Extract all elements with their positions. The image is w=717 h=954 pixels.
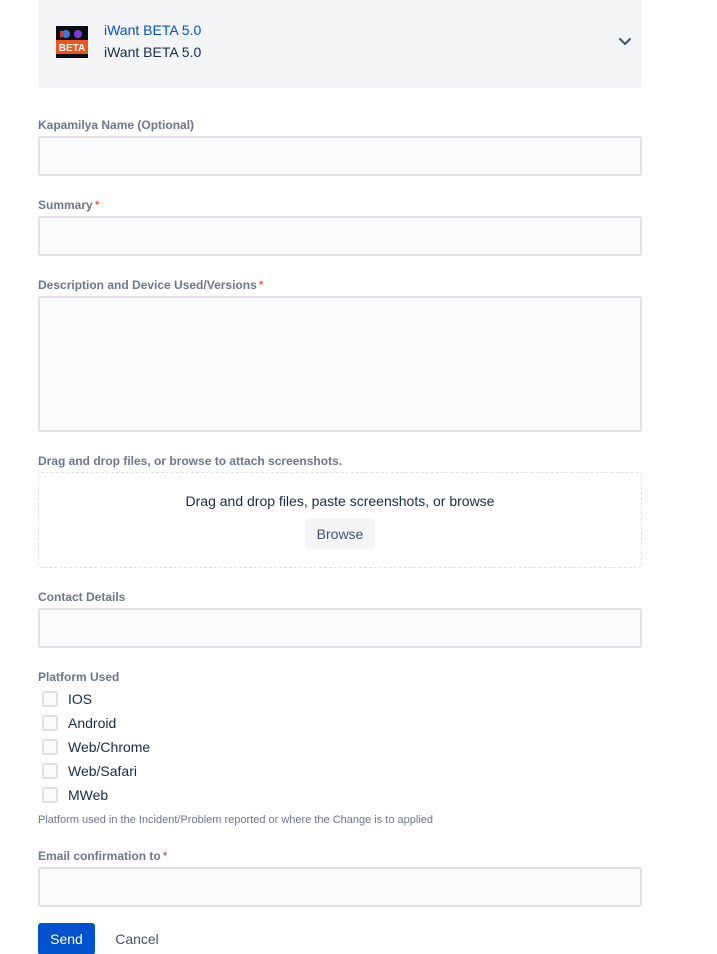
contact-details-input[interactable]: [38, 608, 642, 648]
summary-label: [38, 198, 99, 212]
checkbox-android[interactable]: [42, 715, 58, 731]
description-label-text: Description and Device Used/Versions: [38, 278, 257, 292]
logo-text: BETA: [58, 43, 86, 54]
cancel-button[interactable]: Cancel: [104, 923, 170, 954]
project-subtitle: iWant BETA 5.0: [104, 44, 202, 60]
checkbox-label-ios: IOS: [68, 691, 93, 707]
summary-input[interactable]: [38, 216, 642, 256]
checkbox-label-web-chrome: Web/Chrome: [68, 739, 151, 755]
project-name: iWant BETA 5.0: [104, 22, 202, 38]
attachments-label-text: Drag and drop files, or browse to attach screenshots.: [38, 454, 343, 468]
checkbox-label-mweb: MWeb: [68, 787, 109, 803]
required-mark: *: [162, 849, 168, 863]
contact-details-label: [38, 590, 125, 604]
checkbox-web-chrome[interactable]: [42, 739, 58, 755]
project-selector[interactable]: [38, 0, 642, 88]
description-label: [38, 278, 263, 292]
platform-option-android[interactable]: [42, 713, 116, 733]
checkbox-label-web-safari: Web/Safari: [68, 763, 137, 779]
kapamilya-name-label-text: Kapamilya Name (Optional): [38, 118, 195, 132]
summary-label-text: Summary: [38, 198, 93, 212]
attachments-label: [38, 454, 342, 468]
platform-helper-text: Platform used in the Incident/Problem reported or where the Change is to applied: [38, 814, 434, 826]
required-mark: *: [258, 278, 264, 292]
email-confirmation-input[interactable]: [38, 867, 642, 907]
browse-button[interactable]: Browse: [305, 518, 375, 549]
email-confirmation-label-text: Email confirmation to: [38, 849, 161, 863]
platform-label: [38, 670, 119, 684]
checkbox-ios[interactable]: [42, 691, 58, 707]
description-textarea[interactable]: [38, 296, 642, 432]
checkbox-mweb[interactable]: [42, 787, 58, 803]
send-button[interactable]: Send: [38, 923, 95, 954]
iwant-beta-logo-icon: [56, 26, 88, 58]
required-mark: *: [94, 198, 100, 212]
checkbox-label-android: Android: [68, 715, 117, 731]
platform-option-web-chrome[interactable]: [42, 737, 150, 757]
kapamilya-name-input[interactable]: [38, 136, 642, 176]
chevron-down-icon[interactable]: [616, 32, 634, 50]
attachment-dropzone[interactable]: [38, 472, 642, 568]
contact-details-label-text: Contact Details: [38, 590, 126, 604]
email-confirmation-label: [38, 849, 167, 863]
dropzone-text: Drag and drop files, paste screenshots, or browse: [185, 493, 495, 509]
platform-label-text: Platform Used: [38, 670, 120, 684]
platform-option-web-safari[interactable]: [42, 761, 137, 781]
platform-option-ios[interactable]: [42, 689, 92, 709]
checkbox-web-safari[interactable]: [42, 763, 58, 779]
kapamilya-name-label: [38, 118, 194, 132]
platform-option-mweb[interactable]: [42, 785, 108, 805]
